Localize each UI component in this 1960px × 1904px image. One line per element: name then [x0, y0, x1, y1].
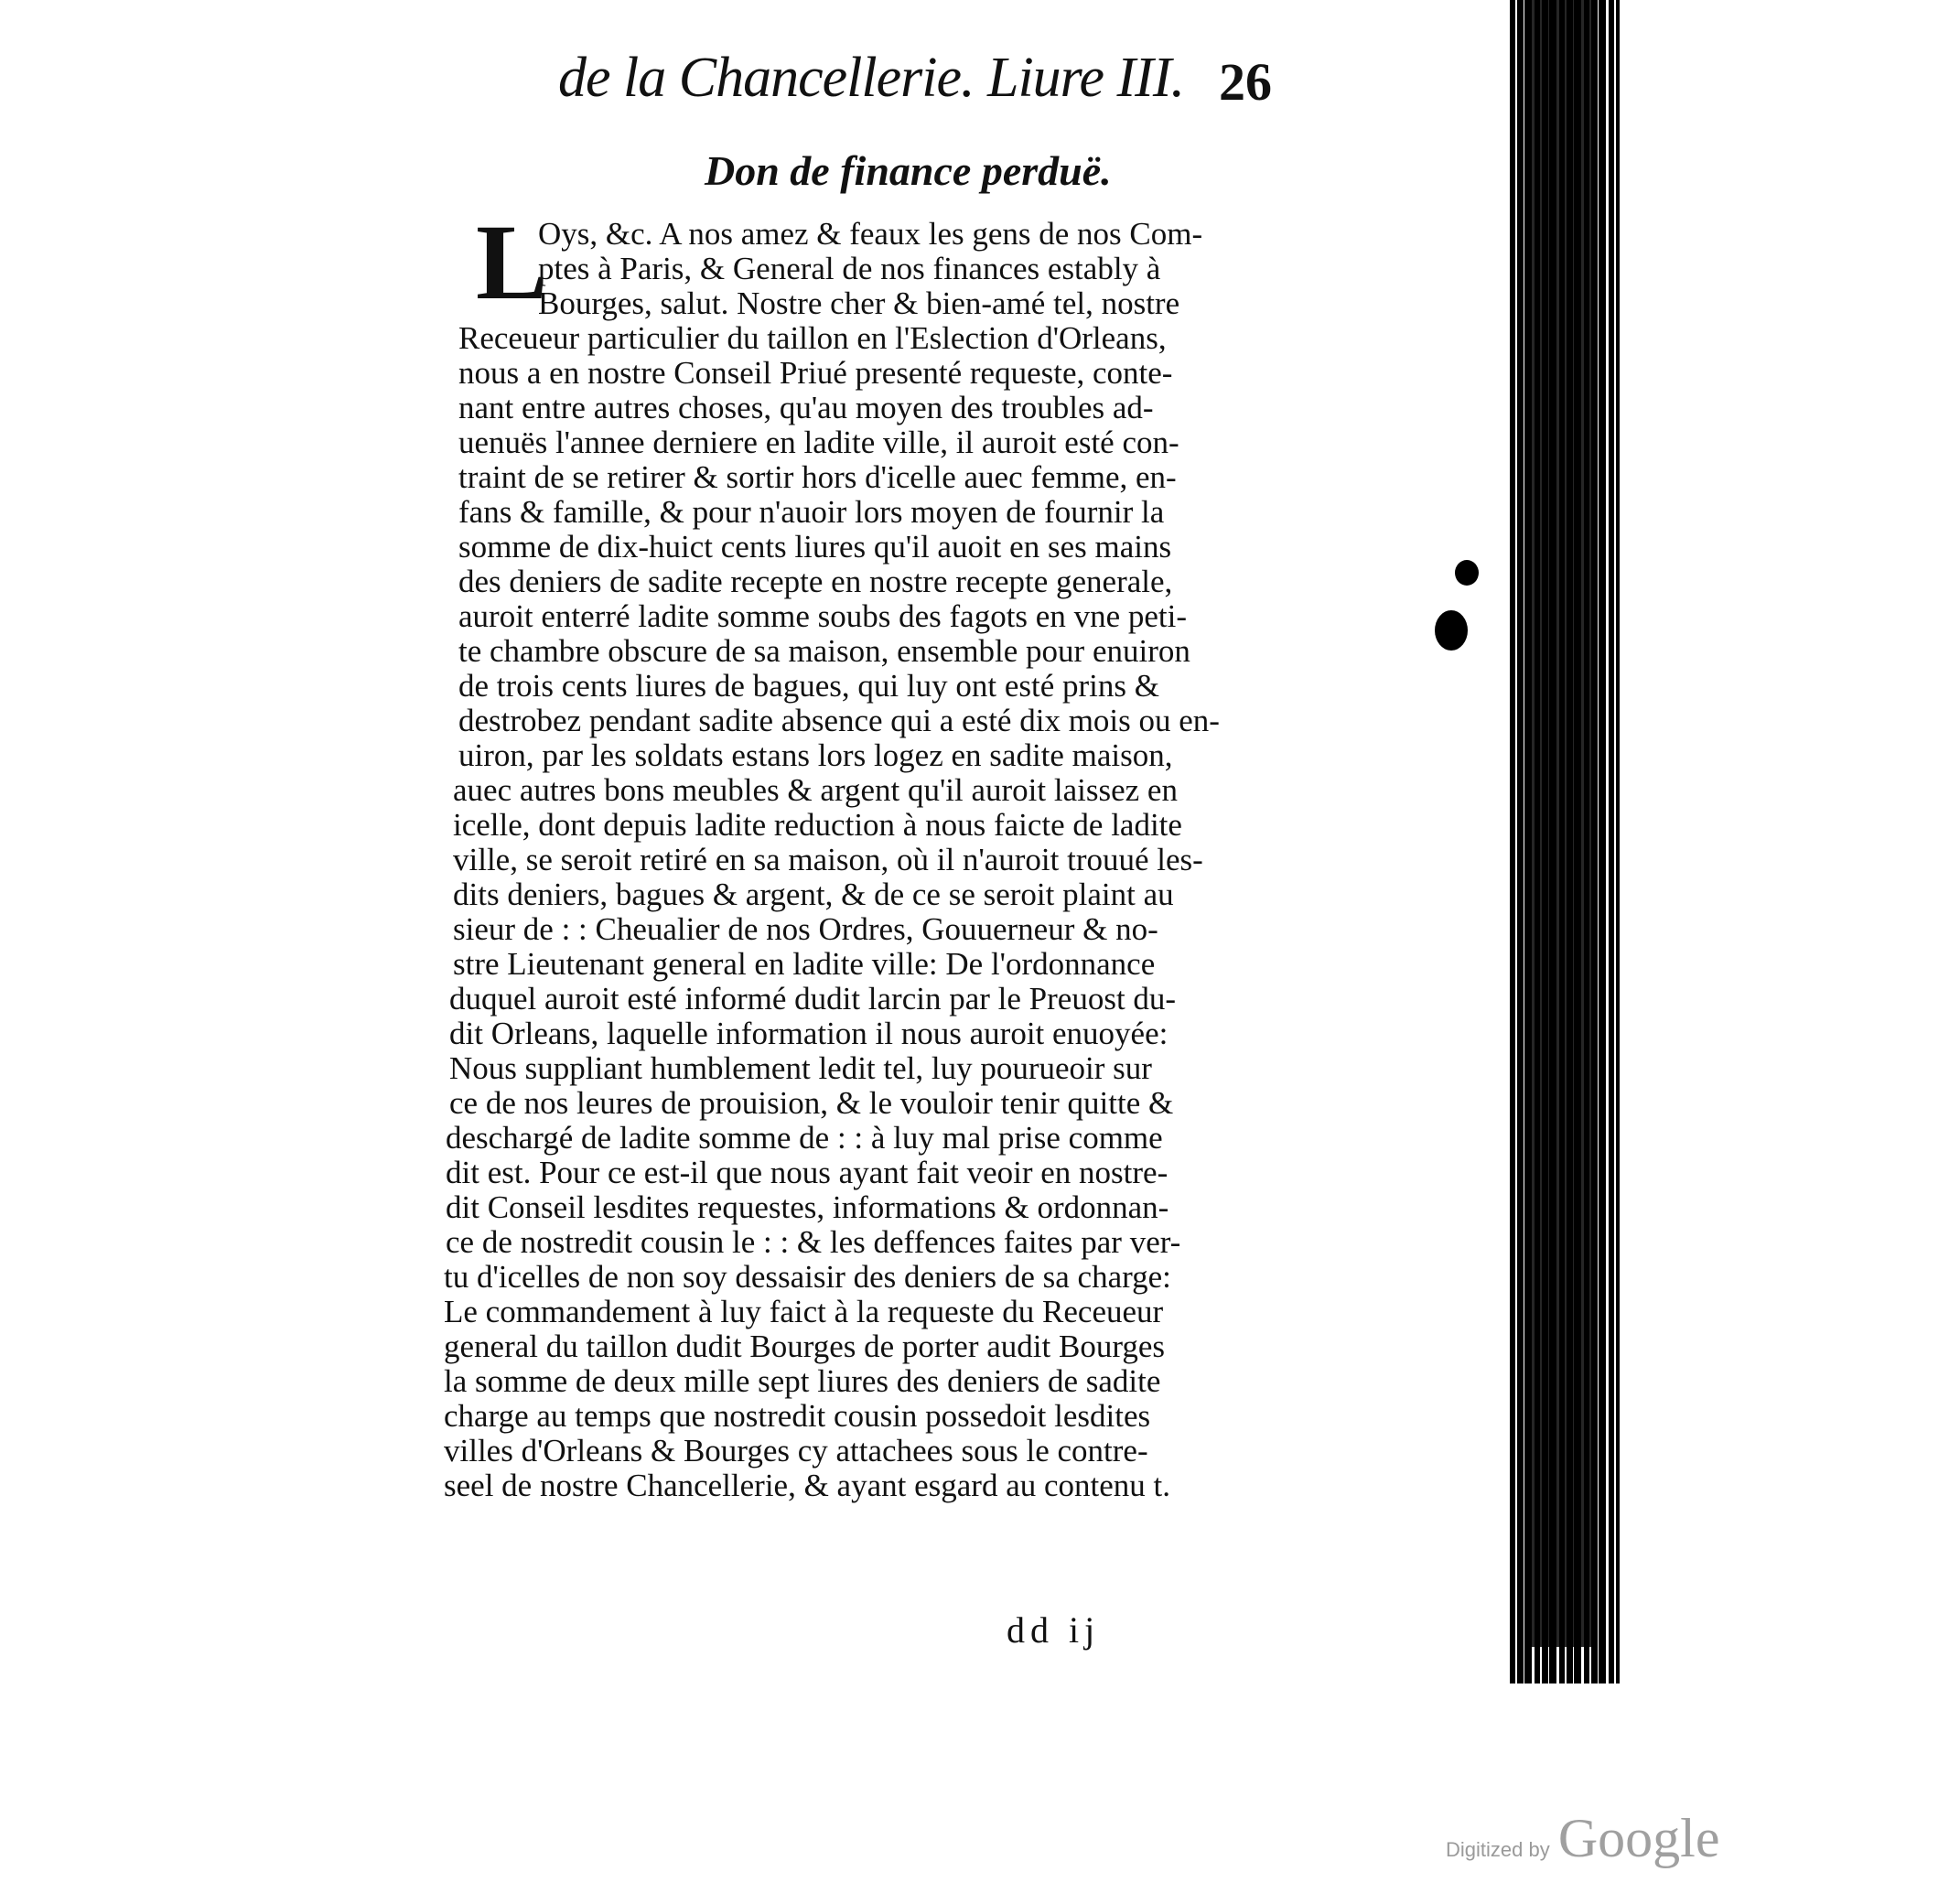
text-line: Nous suppliant humblement ledit tel, luy pourueoir sur: [449, 1050, 1152, 1086]
text-line: Receueur particulier du taillon en l'Eslection d'Orleans,: [458, 320, 1167, 356]
google-logo: Google: [1557, 1808, 1720, 1868]
digitized-watermark: [1446, 1807, 1719, 1871]
text-line: auroit enterré ladite somme soubs des fagots en vne peti-: [458, 598, 1188, 634]
text-line: seel de nostre Chancellerie, & ayant esgard au contenu t.: [444, 1468, 1170, 1503]
digitized-label: Digitized by: [1446, 1838, 1550, 1861]
text-line: ce de nos leures de prouision, & le vouloir tenir quitte &: [449, 1085, 1174, 1121]
text-line: uiron, par les soldats estans lors logez en sadite maison,: [458, 737, 1173, 773]
text-line: nous a en nostre Conseil Priué presenté requeste, conte-: [458, 355, 1173, 391]
text-line: general du taillon dudit Bourges de porter audit Bourges: [444, 1328, 1165, 1364]
running-head: [558, 46, 1272, 128]
text-line: te chambre obscure de sa maison, ensemble pour enuiron: [458, 633, 1190, 669]
text-line: traint de se retirer & sortir hors d'icelle auec femme, en-: [458, 459, 1177, 495]
text-line: dit est. Pour ce est-il que nous ayant fait veoir en nostre-: [446, 1155, 1168, 1190]
text-line: nant entre autres choses, qu'au moyen des troubles ad-: [458, 390, 1154, 425]
text-line: ptes à Paris, & General de nos finances estably à: [538, 251, 1161, 286]
text-line: destrobez pendant sadite absence qui a esté dix mois ou en-: [458, 703, 1220, 738]
section-title: Don de finance perduë.: [705, 147, 1112, 194]
text-line: la somme de deux mille sept liures des deniers de sadite: [444, 1363, 1161, 1399]
text-line: uenuës l'annee derniere en ladite ville, il auroit esté con-: [458, 425, 1179, 460]
signature-mark: dd ij: [1007, 1609, 1101, 1651]
text-line: dits deniers, bagues & argent, & de ce se seroit plaint au: [453, 877, 1174, 912]
text-line: charge au temps que nostredit cousin possedoit lesdites: [444, 1398, 1151, 1434]
running-title: de la Chancellerie. Liure III.: [558, 47, 1184, 109]
ink-blot: [1455, 560, 1479, 586]
page-number: 26: [1219, 52, 1272, 112]
text-line: duquel auroit esté informé dudit larcin par le Preuost du-: [449, 981, 1177, 1017]
text-line: auec autres bons meubles & argent qu'il auroit laissez en: [453, 772, 1178, 808]
text-line: Le commandement à luy faict à la requeste du Receueur: [444, 1294, 1164, 1329]
text-line: dit Orleans, laquelle information il nous auroit enuoyée:: [449, 1016, 1168, 1051]
text-line: stre Lieutenant general en ladite ville: De l'ordonnance: [453, 946, 1156, 982]
dropcap: L: [476, 202, 548, 322]
text-line: somme de dix-huict cents liures qu'il auoit en ses mains: [458, 529, 1172, 565]
text-line: de trois cents liures de bagues, qui luy ont esté prins &: [458, 668, 1159, 704]
text-line: sieur de : : Cheualier de nos Ordres, Gouuerneur & no-: [453, 911, 1158, 947]
text-line: fans & famille, & pour n'auoir lors moyen de fournir la: [458, 494, 1165, 530]
text-line: deschargé de ladite somme de : : à luy mal prise comme: [446, 1120, 1163, 1156]
text-line: Bourges, salut. Nostre cher & bien-amé tel, nostre: [538, 285, 1180, 321]
text-line: ce de nostredit cousin le : : & les deffences faites par ver-: [446, 1224, 1181, 1260]
ink-blot: [1435, 610, 1468, 651]
text-line: des deniers de sadite recepte en nostre recepte generale,: [458, 564, 1173, 599]
text-line: dit Conseil lesdites requestes, informations & ordonnan-: [446, 1189, 1169, 1225]
text-line: icelle, dont depuis ladite reduction à nous faicte de ladite: [453, 807, 1182, 843]
text-line: villes d'Orleans & Bourges cy attachees sous le contre-: [444, 1433, 1148, 1468]
book-gutter-core: [1528, 0, 1592, 1647]
text-line: ville, se seroit retiré en sa maison, où il n'auroit trouué les-: [453, 842, 1203, 877]
text-line: Oys, &c. A nos amez & feaux les gens de nos Com-: [538, 216, 1203, 252]
text-line: tu d'icelles de non soy dessaisir des deniers de sa charge:: [444, 1259, 1171, 1295]
